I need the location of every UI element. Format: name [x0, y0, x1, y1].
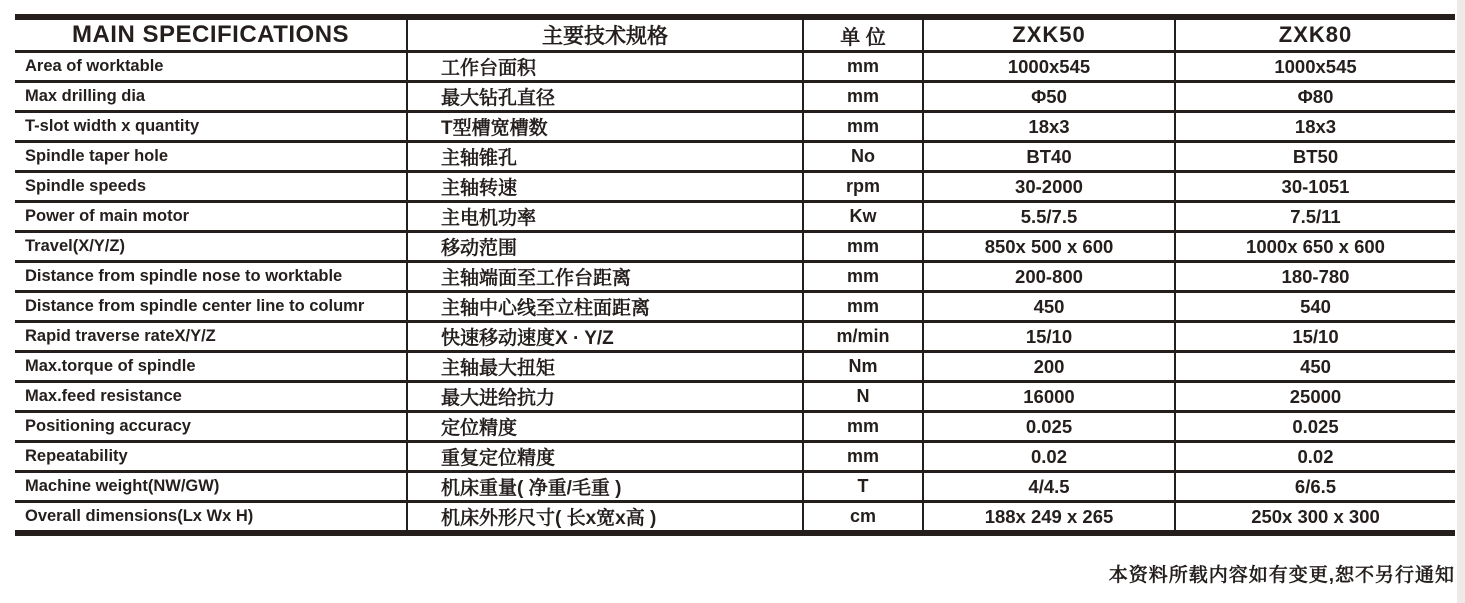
- spec-value-zxk80: Φ80: [1175, 82, 1455, 112]
- spec-unit: mm: [803, 232, 923, 262]
- spec-name-en: Spindle speeds: [15, 172, 407, 202]
- spec-name-en: Repeatability: [15, 442, 407, 472]
- spec-unit: mm: [803, 442, 923, 472]
- spec-value-zxk50: Φ50: [923, 82, 1175, 112]
- spec-value-zxk50: BT40: [923, 142, 1175, 172]
- spec-value-zxk80: 7.5/11: [1175, 202, 1455, 232]
- table-row: [15, 52, 1455, 82]
- spec-name-en: Distance from spindle nose to worktable: [15, 262, 407, 292]
- spec-name-zh: 最大进给抗力: [407, 382, 803, 412]
- spec-value-zxk80: 0.02: [1175, 442, 1455, 472]
- table-row: [15, 112, 1455, 142]
- column-header-zh-specifications: 主要技术规格: [407, 17, 803, 52]
- spec-value-zxk80: 0.025: [1175, 412, 1455, 442]
- spec-value-zxk80: 250x 300 x 300: [1175, 502, 1455, 534]
- spec-value-zxk50: 0.025: [923, 412, 1175, 442]
- spec-value-zxk50: 15/10: [923, 322, 1175, 352]
- column-header-model-zxk50: ZXK50: [923, 17, 1175, 52]
- table-row: [15, 322, 1455, 352]
- table-row: [15, 82, 1455, 112]
- column-header-model-zxk80: ZXK80: [1175, 17, 1455, 52]
- spec-value-zxk50: 30-2000: [923, 172, 1175, 202]
- spec-value-zxk80: 180-780: [1175, 262, 1455, 292]
- table-row: [15, 502, 1455, 534]
- spec-name-zh: 主轴中心线至立柱面距离: [407, 292, 803, 322]
- spec-value-zxk50: 1000x545: [923, 52, 1175, 82]
- spec-unit: mm: [803, 292, 923, 322]
- spec-name-en: T-slot width x quantity: [15, 112, 407, 142]
- spec-value-zxk80: 18x3: [1175, 112, 1455, 142]
- header-row: [15, 17, 1455, 52]
- spec-name-zh: 机床外形尺寸( 长x宽x高 ): [407, 502, 803, 534]
- spec-value-zxk80: 450: [1175, 352, 1455, 382]
- spec-value-zxk50: 4/4.5: [923, 472, 1175, 502]
- spec-name-zh: 最大钻孔直径: [407, 82, 803, 112]
- spec-value-zxk80: 6/6.5: [1175, 472, 1455, 502]
- table-row: [15, 202, 1455, 232]
- specifications-table: [15, 14, 1455, 536]
- column-header-unit: 单 位: [803, 17, 923, 52]
- spec-unit: T: [803, 472, 923, 502]
- spec-value-zxk50: 0.02: [923, 442, 1175, 472]
- spec-name-en: Overall dimensions(Lx Wx H): [15, 502, 407, 534]
- spec-name-zh: 重复定位精度: [407, 442, 803, 472]
- table-row: [15, 412, 1455, 442]
- spec-name-zh: 定位精度: [407, 412, 803, 442]
- spec-name-en: Rapid traverse rateX/Y/Z: [15, 322, 407, 352]
- table-row: [15, 142, 1455, 172]
- spec-unit: No: [803, 142, 923, 172]
- spec-name-zh: 主轴最大扭矩: [407, 352, 803, 382]
- spec-value-zxk80: 25000: [1175, 382, 1455, 412]
- spec-name-en: Spindle taper hole: [15, 142, 407, 172]
- table-row: [15, 292, 1455, 322]
- spec-value-zxk80: 1000x545: [1175, 52, 1455, 82]
- spec-name-zh: 主轴转速: [407, 172, 803, 202]
- spec-value-zxk80: 540: [1175, 292, 1455, 322]
- spec-name-en: Power of main motor: [15, 202, 407, 232]
- spec-name-en: Max drilling dia: [15, 82, 407, 112]
- spec-unit: mm: [803, 262, 923, 292]
- spec-unit: cm: [803, 502, 923, 534]
- spec-name-en: Max.torque of spindle: [15, 352, 407, 382]
- spec-value-zxk50: 188x 249 x 265: [923, 502, 1175, 534]
- spec-value-zxk50: 16000: [923, 382, 1175, 412]
- spec-unit: Kw: [803, 202, 923, 232]
- spec-value-zxk50: 200-800: [923, 262, 1175, 292]
- spec-name-en: Positioning accuracy: [15, 412, 407, 442]
- scan-edge-shadow: [1457, 0, 1465, 603]
- spec-name-zh: 机床重量( 净重/毛重 ): [407, 472, 803, 502]
- spec-name-en: Area of worktable: [15, 52, 407, 82]
- spec-name-en: Machine weight(NW/GW): [15, 472, 407, 502]
- table-row: [15, 472, 1455, 502]
- table-row: [15, 442, 1455, 472]
- spec-value-zxk80: 30-1051: [1175, 172, 1455, 202]
- spec-unit: m/min: [803, 322, 923, 352]
- spec-unit: mm: [803, 82, 923, 112]
- spec-name-zh: 主轴端面至工作台距离: [407, 262, 803, 292]
- spec-unit: N: [803, 382, 923, 412]
- spec-value-zxk80: BT50: [1175, 142, 1455, 172]
- spec-name-en: Travel(X/Y/Z): [15, 232, 407, 262]
- table-row: [15, 382, 1455, 412]
- table-row: [15, 172, 1455, 202]
- spec-name-zh: 工作台面积: [407, 52, 803, 82]
- spec-unit: mm: [803, 412, 923, 442]
- table-row: [15, 232, 1455, 262]
- footer-disclaimer-note: 本资料所载内容如有变更,恕不另行通知: [1108, 565, 1455, 586]
- spec-unit: mm: [803, 52, 923, 82]
- spec-value-zxk50: 450: [923, 292, 1175, 322]
- table-row: [15, 262, 1455, 292]
- spec-name-zh: 主轴锥孔: [407, 142, 803, 172]
- column-header-main-specifications: MAIN SPECIFICATIONS: [15, 17, 407, 52]
- spec-value-zxk50: 5.5/7.5: [923, 202, 1175, 232]
- spec-name-zh: T型槽宽槽数: [407, 112, 803, 142]
- spec-name-zh: 主电机功率: [407, 202, 803, 232]
- spec-unit: Nm: [803, 352, 923, 382]
- spec-name-zh: 移动范围: [407, 232, 803, 262]
- spec-name-en: Distance from spindle center line to columr: [15, 292, 407, 322]
- spec-value-zxk50: 850x 500 x 600: [923, 232, 1175, 262]
- spec-unit: rpm: [803, 172, 923, 202]
- spec-value-zxk50: 200: [923, 352, 1175, 382]
- spec-unit: mm: [803, 112, 923, 142]
- table-row: [15, 352, 1455, 382]
- spec-value-zxk80: 1000x 650 x 600: [1175, 232, 1455, 262]
- spec-value-zxk80: 15/10: [1175, 322, 1455, 352]
- spec-name-zh: 快速移动速度X · Y/Z: [407, 322, 803, 352]
- spec-value-zxk50: 18x3: [923, 112, 1175, 142]
- spec-name-en: Max.feed resistance: [15, 382, 407, 412]
